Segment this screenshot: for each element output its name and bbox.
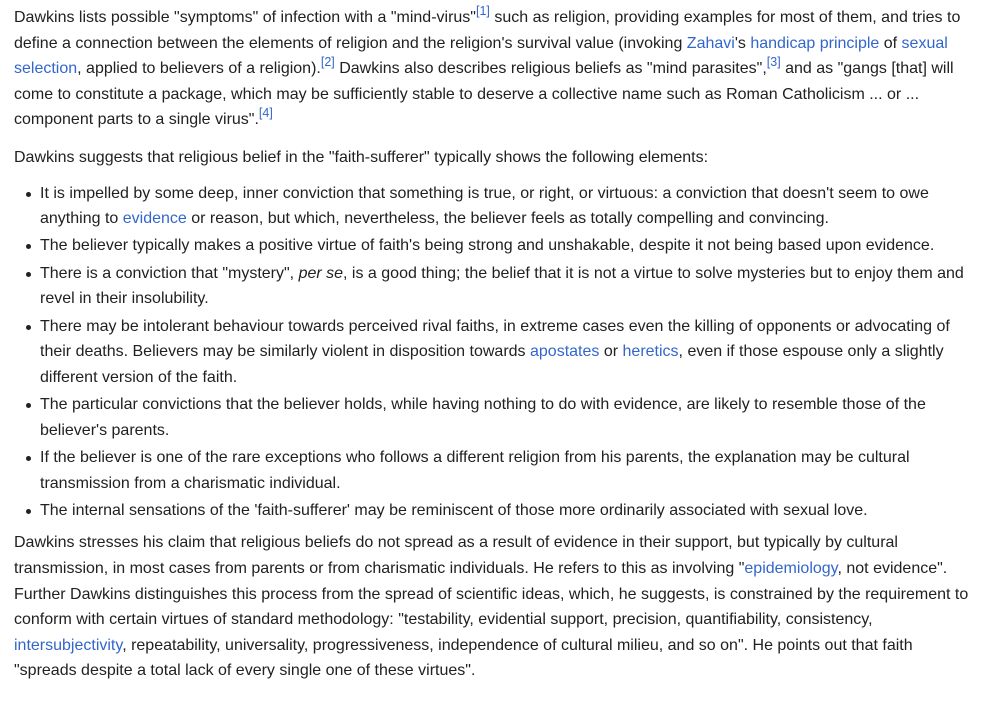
list-item-text: There may be intolerant behaviour towards perceived rival faiths, in extreme cases even the killing of opponents or advocating of their deaths. Believers may be similarly violent in disposition towards [40, 317, 950, 361]
list-item-text: It is impelled by some deep, inner conviction that something is true, or right, or virtuous: a conviction that doesn't seem to owe anything to [40, 184, 929, 228]
list-item [40, 261, 970, 312]
paragraph-symptoms [14, 5, 970, 133]
citation-3[interactable] [767, 55, 781, 69]
list-item-text: , even if those espouse only a slightly different version of the faith. [40, 343, 944, 386]
paragraph-text: Dawkins also describes religious beliefs as "mind parasites", [334, 60, 767, 78]
paragraph-text: , applied to believers of a religion). [77, 60, 321, 78]
paragraph-text: of [879, 34, 902, 52]
link-apostates[interactable]: apostates [530, 343, 600, 361]
link-intersubjectivity[interactable]: intersubjectivity [14, 636, 123, 654]
link-handicap-principle[interactable]: handicap principle [750, 34, 880, 52]
paragraph-transmission [14, 530, 970, 684]
paragraph-text: and as "gangs [that] will come to constitute a package, which may be sufficiently stable to deserve a collective name such as Roman Catholicism ... or ... component parts to a single virus". [14, 60, 954, 129]
link-zahavi[interactable]: Zahavi [686, 34, 735, 52]
link-epidemiology[interactable]: epidemiology [744, 560, 838, 577]
paragraph-text: , repeatability, universality, progressiveness, independence of cultural milieu, and so on". He points out that faith "spreads despite a total lack of every single one of these virtues". [14, 636, 913, 680]
list-item: The particular convictions that the believer holds, while having nothing to do with evidence, are likely to resemble those of the believer's parents. [40, 392, 970, 443]
link-heretics[interactable]: heretics [622, 343, 679, 361]
list-item-text: , is a good thing; the belief that it is not a virtue to solve mysteries but to enjoy them and revel in their insolubility. [40, 264, 964, 308]
list-item: If the believer is one of the rare exceptions who follows a different religion from his parents, the explanation may be cultural transmission from a charismatic individual. [40, 445, 970, 496]
citation-4[interactable] [259, 106, 273, 120]
link-sexual-selection[interactable]: sexual selection [14, 34, 948, 78]
citation-link-3[interactable]: [3] [766, 54, 781, 69]
paragraph-text: Dawkins lists possible "symptoms" of infection with a "mind-virus" [14, 9, 476, 26]
list-item: The believer typically makes a positive virtue of faith's being strong and unshakable, despite it not being based upon evidence. [40, 233, 970, 259]
paragraph-intro-list: Dawkins suggests that religious belief in the "faith-sufferer" typically shows the following elements: [14, 148, 709, 166]
citation-1[interactable] [476, 4, 490, 18]
list-item-text: There is a conviction that "mystery", [40, 264, 299, 282]
list-item [40, 314, 970, 391]
citation-link-4[interactable]: [4] [258, 106, 273, 121]
citation-2[interactable] [321, 55, 335, 69]
list-item-emphasis: per se [298, 264, 344, 282]
paragraph-text: 's [734, 34, 751, 52]
list-item-text: or reason, but which, nevertheless, the believer feels as totally compelling and convincing. [186, 210, 829, 228]
paragraph-text: such as religion, providing examples for most of them, and tries to define a connection between the elements of religion and the religion's survival value (invoking [14, 9, 961, 52]
citation-link-1[interactable]: [1] [475, 3, 490, 18]
citation-link-2[interactable]: [2] [320, 54, 335, 69]
paragraph-text: , not evidence". Further Dawkins distinguishes this process from the spread of scientific ideas, which, he suggests, is constrained by the requirement to conform with certain virtues of standard methodology: "testability, evidential support, precision, quantifiability, consistency, [14, 560, 969, 629]
link-evidence[interactable]: evidence [122, 210, 187, 228]
list-item: The internal sensations of the 'faith-sufferer' may be reminiscent of those more ordinarily associated with sexual love. [40, 498, 970, 524]
paragraph-text: Dawkins stresses his claim that religious beliefs do not spread as a result of evidence in their support, but typically by cultural transmission, in most cases from parents or from charismatic individuals. He refers to this as involving " [14, 534, 898, 577]
faith-elements-list [14, 181, 970, 524]
list-item [40, 181, 970, 232]
list-item-text: or [599, 343, 623, 361]
